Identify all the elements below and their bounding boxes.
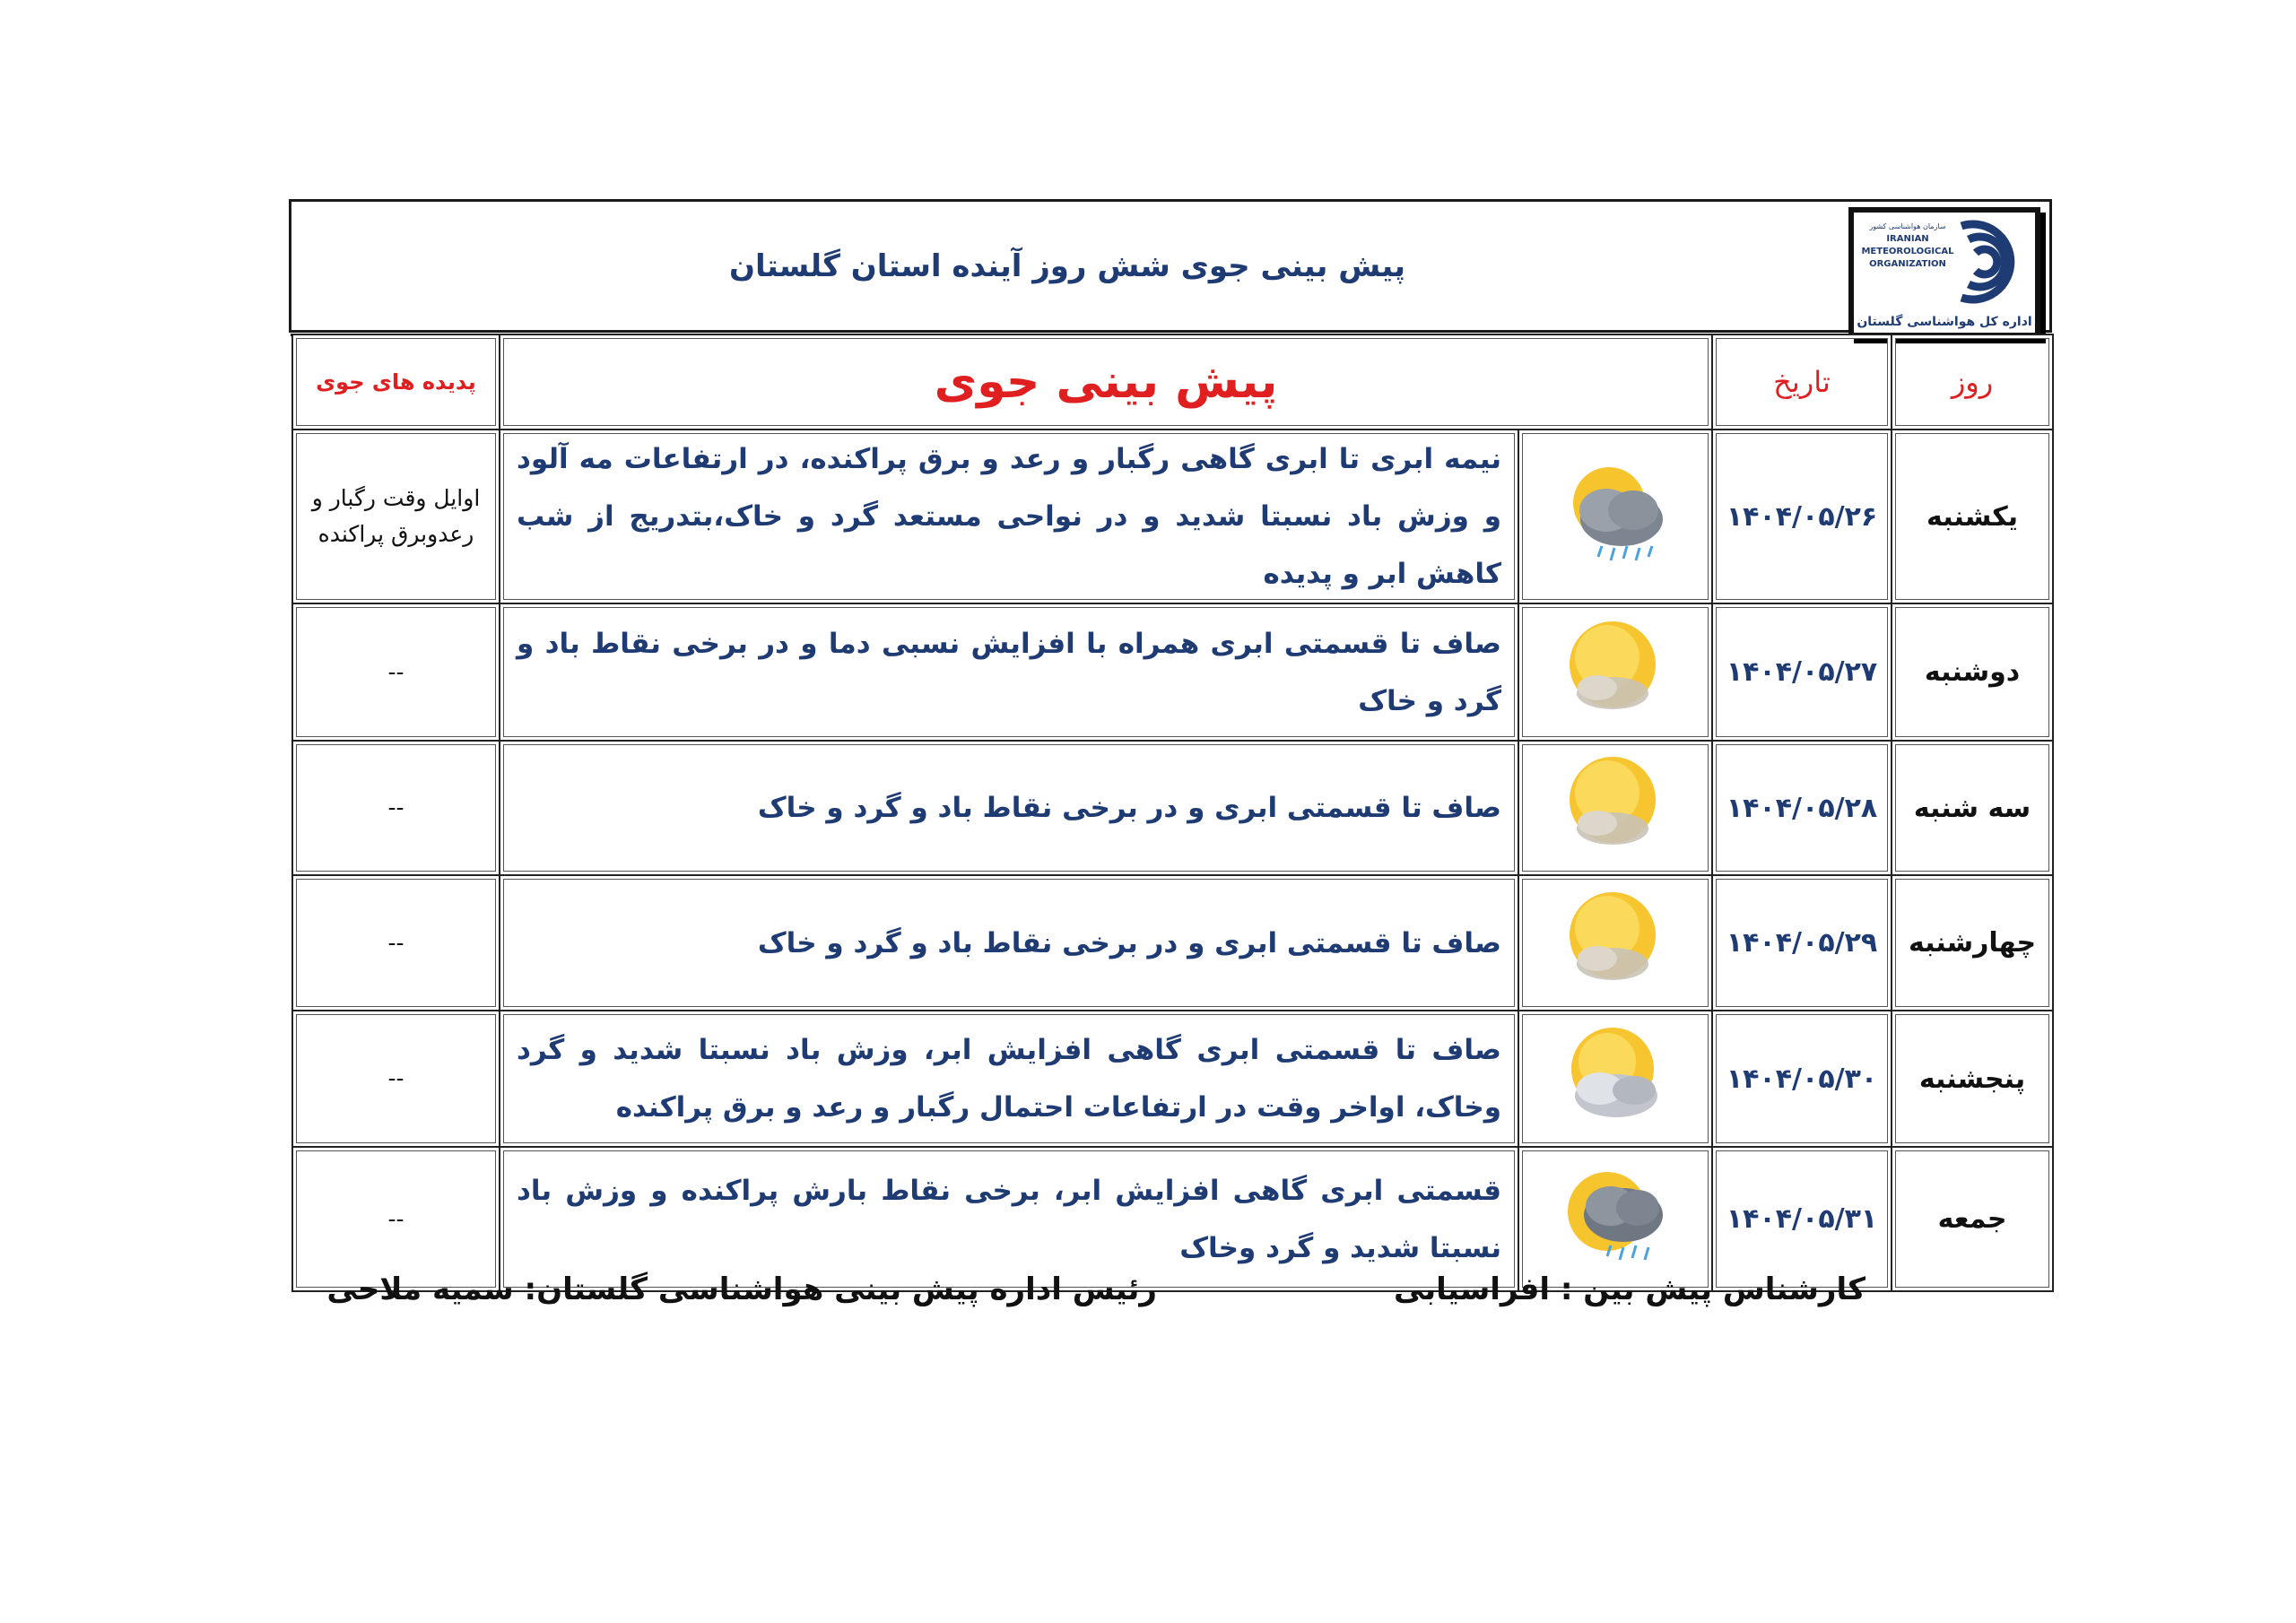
table-row bbox=[292, 603, 2053, 741]
logo-caption: اداره کل هواشناسی گلستان bbox=[1857, 315, 2032, 329]
date-cell: ۱۴۰۴/۰۵/۲۸ bbox=[1712, 741, 1892, 875]
organization-logo bbox=[1848, 207, 2040, 338]
day-cell: دوشنبه bbox=[1892, 603, 2053, 741]
date-cell: ۱۴۰۴/۰۵/۳۰ bbox=[1712, 1011, 1892, 1147]
day-cell: چهارشنبه bbox=[1892, 875, 2053, 1011]
sun-cloud-icon bbox=[1557, 883, 1674, 1000]
logo-line-1: سازمان هواشناسی کشور bbox=[1869, 222, 1946, 230]
forecast-cell: صاف تا قسمتی ابری و در برخی نقاط باد و گرد و خاک bbox=[500, 741, 1518, 875]
column-header-date: تاریخ bbox=[1712, 334, 1892, 430]
forecast-cell: نیمه ابری تا ابری گاهی رگبار و رعد و برق پراکنده، در ارتفاعات مه آلود و وزش باد نسبتا شدید و در نواحی مستعد گرد و خاک،بتدریج از شب کاهش ابر و پدیده bbox=[500, 430, 1518, 603]
phenomena-cell: -- bbox=[292, 603, 500, 741]
phenomena-cell: -- bbox=[292, 875, 500, 1011]
forecast-cell: صاف تا قسمتی ابری و در برخی نقاط باد و گرد و خاک bbox=[500, 875, 1518, 1011]
forecast-cell: صاف تا قسمتی ابری همراه با افزایش نسبی دما و در برخی نقاط باد و گرد و خاک bbox=[500, 603, 1518, 741]
phenomena-cell: -- bbox=[292, 1147, 500, 1291]
column-header-phenomena: پدیده های جوی bbox=[292, 334, 500, 430]
table-row bbox=[292, 1011, 2053, 1147]
forecaster-signature: کارشناس پیش بین : افراسیابی bbox=[1394, 1271, 1866, 1307]
date-cell: ۱۴۰۴/۰۵/۳۱ bbox=[1712, 1147, 1892, 1291]
department-head-signature: رئیس اداره پیش بینی هواشناسی گلستان: سمیه ملاحی bbox=[326, 1271, 1157, 1307]
cloudy-rain-icon bbox=[1557, 456, 1674, 573]
day-cell: یکشنبه bbox=[1892, 430, 2053, 603]
logo-line-4: ORGANIZATION bbox=[1869, 259, 1946, 269]
forecast-table bbox=[291, 334, 2054, 1292]
column-header-forecast: پیش بینی جوی bbox=[500, 334, 1712, 430]
sun-cloud-icon bbox=[1557, 748, 1674, 864]
phenomena-cell: -- bbox=[292, 741, 500, 875]
forecast-cell: صاف تا قسمتی ابری گاهی افزایش ابر، وزش باد نسبتا شدید و گرد وخاک، اواخر وقت در ارتفاعات احتمال رگبار و رعد و برق پراکنده bbox=[500, 1011, 1518, 1147]
logo-line-3: METEOROLOGICAL bbox=[1861, 247, 1954, 256]
table-row bbox=[292, 875, 2053, 1011]
header-frame bbox=[289, 199, 2052, 333]
day-cell: پنجشنبه bbox=[1892, 1011, 2053, 1147]
table-row bbox=[292, 741, 2053, 875]
day-cell: سه شنبه bbox=[1892, 741, 2053, 875]
phenomena-cell: -- bbox=[292, 1011, 500, 1147]
date-cell: ۱۴۰۴/۰۵/۲۶ bbox=[1712, 430, 1892, 603]
logo-line-2: IRANIAN bbox=[1886, 234, 1929, 244]
table-header-row bbox=[292, 334, 2053, 430]
page-title: پیش بینی جوی شش روز آینده استان گلستان bbox=[729, 247, 1405, 284]
day-cell: جمعه bbox=[1892, 1147, 2053, 1291]
column-header-day: روز bbox=[1892, 334, 2053, 430]
phenomena-cell: اوایل وقت رگبار و رعدوبرق پراکنده bbox=[292, 430, 500, 603]
table-row bbox=[292, 1147, 2053, 1291]
meteorology-logo-icon bbox=[1854, 213, 2035, 311]
date-cell: ۱۴۰۴/۰۵/۲۷ bbox=[1712, 603, 1892, 741]
sun-cloud-icon bbox=[1557, 612, 1674, 729]
sun-cloudy-icon bbox=[1557, 1019, 1674, 1135]
date-cell: ۱۴۰۴/۰۵/۲۹ bbox=[1712, 875, 1892, 1011]
table-row bbox=[292, 430, 2053, 603]
sun-cloud-rain-icon bbox=[1557, 1159, 1674, 1276]
forecast-cell: قسمتی ابری گاهی افزایش ابر، برخی نقاط بارش پراکنده و وزش باد نسبتا شدید و گرد وخاک bbox=[500, 1147, 1518, 1291]
